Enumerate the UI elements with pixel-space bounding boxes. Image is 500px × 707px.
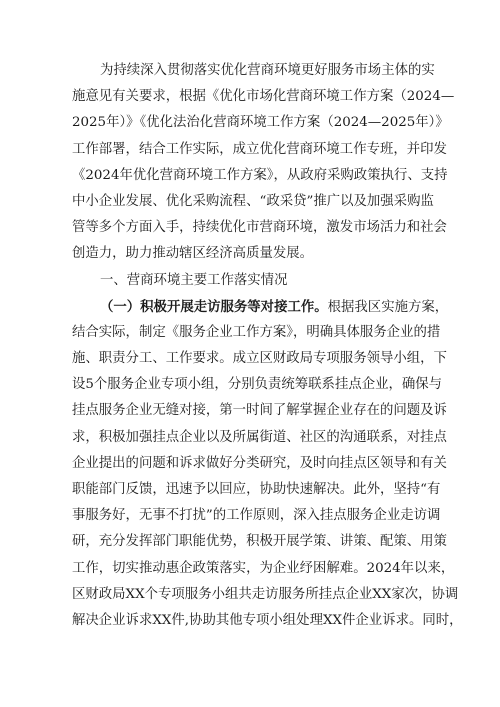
paragraph-line: 事服务好，无事不打扰”的工作原则，深入挂点服务企业走访调 (72, 508, 441, 524)
subsection-text: 根据我区实施方案， (327, 299, 449, 315)
paragraph-line: 施意见有关要求，根据《优化市场化营商环境工作方案（2024— (72, 89, 455, 105)
paragraph-line: 中小企业发展、优化采购流程、“政采贷”推广以及加强采购监 (72, 193, 434, 209)
paragraph-line: 求，积极加强挂点企业以及所属街道、社区的沟通联系，对挂点 (72, 429, 447, 445)
paragraph-line: 2025年）》《优化法治化营商环境工作方案（2024—2025年）》 (72, 115, 449, 131)
paragraph-line: 施、职责分工、工作要求。成立区财政局专项服务领导小组，下 (72, 351, 447, 367)
paragraph-line: 创造力，助力推动辖区经济高质量发展。 (72, 246, 314, 262)
paragraph-line: 设5个服务企业专项小组，分别负责统筹联系挂点企业，确保与 (72, 377, 443, 393)
paragraph-line: 结合实际，制定《服务企业工作方案》，明确具体服务企业的措 (72, 324, 441, 340)
paragraph-line: 解决企业诉求XX件,协助其他专项小组处理XX件企业诉求。同时， (72, 612, 463, 628)
section-heading: 一、营商环境主要工作落实情况 (100, 272, 288, 288)
paragraph-line: 挂点服务企业无缝对接，第一时间了解掌握企业存在的问题及诉 (72, 403, 447, 419)
document-body (72, 58, 463, 634)
paragraph-line: 研，充分发挥部门职能优势，积极开展学策、讲策、配策、用策 (72, 534, 447, 550)
paragraph-line: 为持续深入贯彻落实优化营商环境更好服务市场主体的实 (100, 63, 435, 78)
paragraph-line: 工作，切实推动惠企政策落实，为企业纾困解难。2024年以来， (72, 560, 455, 576)
paragraph-line: 管等多个方面入手，持续优化市营商环境，激发市场活力和社会 (72, 220, 447, 236)
subsection-first-line (72, 294, 449, 320)
subsection-title: （一）积极开展走访服务等对接工作。 (100, 298, 328, 315)
paragraph-line: 区财政局XX个专项服务小组共走访服务所挂点企业XX家次，协调 (72, 586, 459, 602)
paragraph-line: 职能部门反馈，迅速予以回应，协助快速解决。此外，坚持“有 (72, 482, 441, 497)
paragraph-line: 工作部署，结合工作实际，成立优化营商环境工作专班，并印发 (72, 141, 447, 157)
paragraph-line: 《2024年优化营商环境工作方案》，从政府采购政策执行、支持 (72, 167, 448, 183)
paragraph-line: 企业提出的问题和诉求做好分类研究，及时向挂点区领导和有关 (72, 455, 447, 471)
